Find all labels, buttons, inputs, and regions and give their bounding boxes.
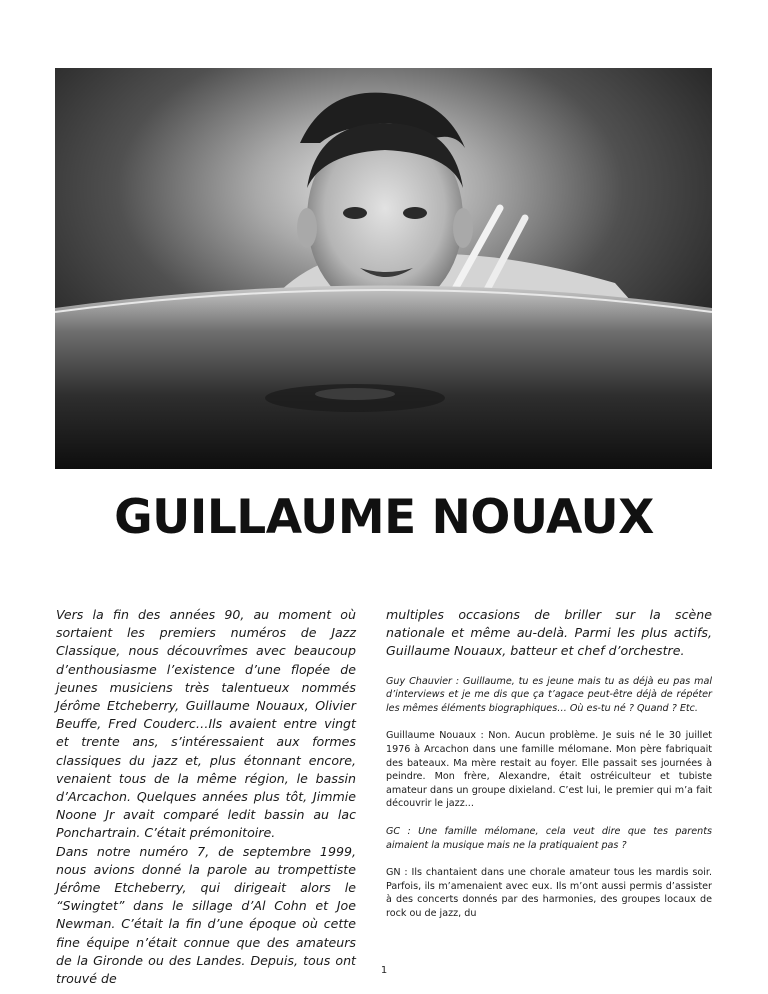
interview-answer: Guillaume Nouaux : Non. Aucun problème. Je suis né le 30 juillet 1976 à Arcachon dans une famille mélomane. Mon père fabriquait des bateaux. Ma mère restait au foyer. Elle passait ses journées à peindre. Mon frère, Alexandre, était ostréiculteur et tubiste amateur dans un groupe dixieland. C’est lui, le premier qui m’a fait découvrir le jazz...: [386, 730, 712, 810]
interview-question: Guy Chauvier : Guillaume, tu es jeune mais tu as déjà eu pas mal d’interviews et je me dis que ça t’agace peut-être déjà de répéter les mêmes éléments biographiques… Où es-tu né ? Quand ? Etc.: [386, 675, 712, 714]
drummer-photo-illustration: [55, 68, 712, 469]
article-title: GUILLAUME NOUAUX: [114, 490, 654, 545]
intro-continuation: multiples occasions de briller sur la scène nationale et même au-delà. Parmi les plus actifs, Guillaume Nouaux, batteur et chef d’orchestre.: [386, 607, 712, 659]
intro-paragraph: Dans notre numéro 7, de septembre 1999, nous avions donné la parole au trompettiste Jérôme Etcheberry, qui dirigeait alors le “Swingtet” dans le sillage d’Al Cohn et Joe Newman. C’était la fin d’une époque où cette fine équipe n’était connue que des amateurs de la Gironde ou des Landes. Depuis, tous ont trouvé de: [56, 843, 356, 987]
intro-text: [56, 606, 356, 988]
interview-question: GC : Une famille mélomane, cela veut dire que tes parents aimaient la musique mais ne la pratiquaient pas ?: [386, 825, 712, 851]
page-number: 1: [380, 965, 388, 976]
left-column: [56, 606, 356, 988]
right-column: [386, 606, 712, 921]
intro-paragraph: Vers la fin des années 90, au moment où sortaient les premiers numéros de Jazz Classique, nous découvrîmes avec beaucoup d’enthousiasme l’existence d’une flopée de jeunes musiciens très talentueux nommés Jérôme Etcheberry, Guillaume Nouaux, Olivier Beuffe, Fred Couderc…Ils avaient entre vingt et trente ans, s’intéressaient aux formes classiques du jazz et, plus étonnant encore, venaient tous de la même région, le bassin d’Arcachon. Quelques années plus tôt, Jimmie Noone Jr avait comparé ledit bassin au lac Ponchartrain. C’était prémonitoire.: [56, 607, 356, 841]
drummer-photo: [55, 68, 712, 469]
interview-answer: GN : Ils chantaient dans une chorale amateur tous les mardis soir. Parfois, ils m’amenaient avec eux. Ils m’ont aussi permis d’assister à des concerts donnés par des harmonies, des groupes locaux de rock ou de jazz, du: [386, 867, 712, 919]
